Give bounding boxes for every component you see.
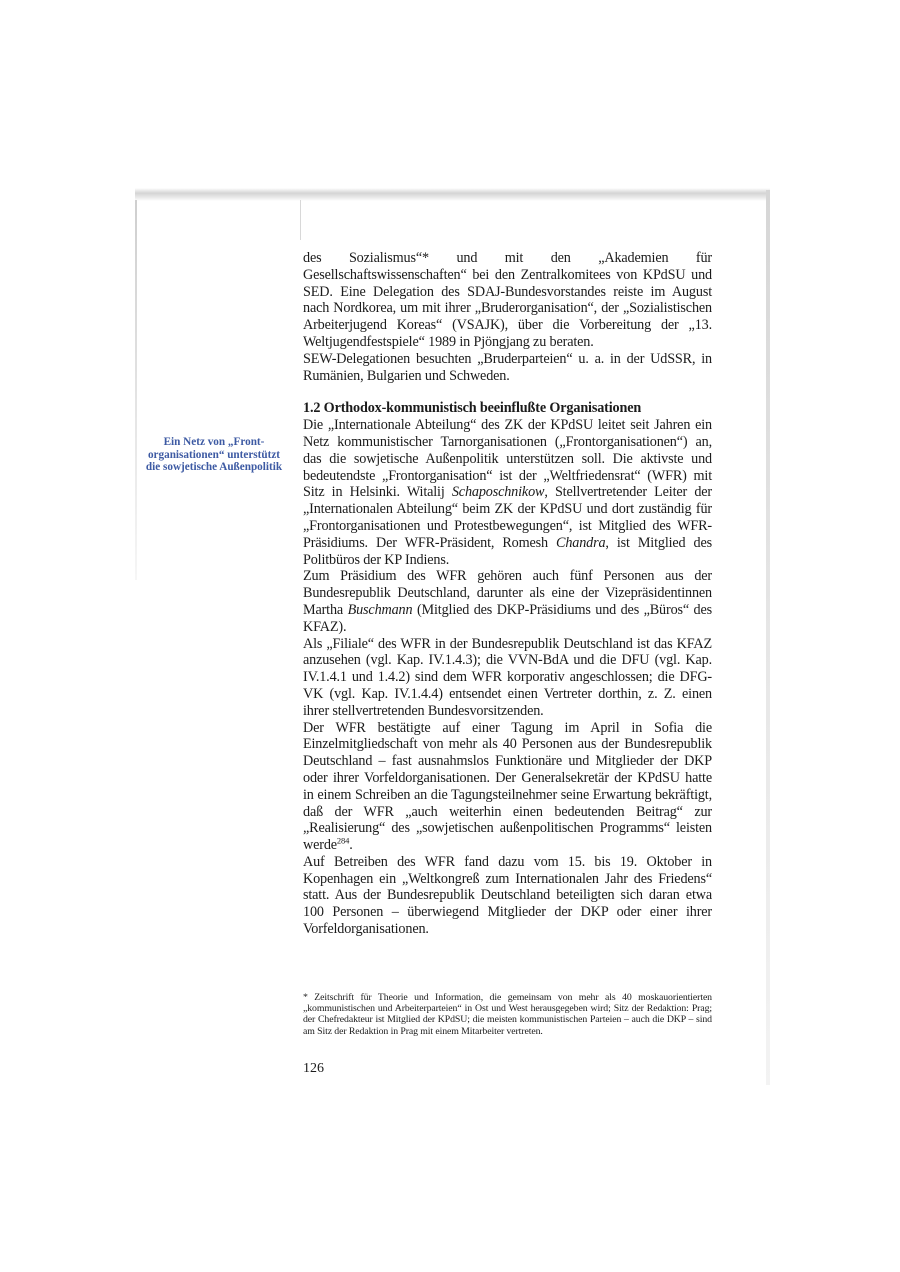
section-heading: 1.2 Orthodox-kommunistisch beeinflußte Organisationen <box>303 400 642 417</box>
scan-shadow-right <box>766 190 770 1085</box>
footnote-reference: 284 <box>336 835 350 846</box>
paragraph-text: . <box>349 837 353 854</box>
main-text-column <box>303 250 712 938</box>
paragraph-text: (Mitglied des DKP-Präsidiums und des „Büros“ des KFAZ). <box>303 601 713 635</box>
paragraph-text: Die „Internationale Abteilung“ des ZK der KPdSU leitet seit Jahren ein Netz kommunistischer Tarnorganisationen („Frontorganisationen“) an, das die sowjetische Außenpolitik unterstützen soll. Die aktivste und bedeutendste „Frontorganisation“ ist der „Weltfriedensrat“ (WFR) mit Sitz in Helsinki. Witalij <box>303 417 712 501</box>
paragraph-sofia-tagung <box>303 720 712 854</box>
scan-shadow-left <box>135 200 137 580</box>
scan-shadow-top <box>135 188 770 201</box>
paragraph-text: , Stellvertretender Leiter der „Internationalen Abteilung“ beim ZK der KPdSU und dort zuständig für „Frontorganisationen und Protestbewegungen“, ist Mitglied des WFR-Präsidiums. Der WFR-Präsident, Romesh <box>303 484 712 551</box>
page-number: 126 <box>303 1061 324 1076</box>
person-name: Schaposchnikow <box>451 484 545 501</box>
person-name: Buschmann <box>347 601 413 618</box>
paragraph-text: Der WFR bestätigte auf einer Tagung im April in Sofia die Einzelmitgliedschaft von mehr als 40 Personen aus der Bundesrepublik Deutschland – fast ausnahmslos Funktionäre und Mitglieder der DKP oder ihrer Vorfeldorganisationen. Der Generalsekretär der KPdSU hatte in einem Schreiben an die Tagungsteilnehmer seine Erwartung bekräftigt, daß der WFR „auch weiterhin einen bedeutenden Beitrag“ zur „Realisierung“ des „sowjetischen außenpolitischen Programms“ leisten werde <box>303 719 712 854</box>
person-name: Chandra <box>556 534 606 551</box>
paragraph-internationale-abteilung <box>303 417 712 568</box>
paragraph-text: , ist Mitglied des Politbüros der KP Indiens. <box>303 534 712 568</box>
intro-paragraph: des Sozialismus“* und mit den „Akademien für Gesellschaftswissenschaften“ bei den Zentralkomitees von KPdSU und SED. Eine Delegation des SDAJ-Bundesvorstandes reiste im August nach Nordkorea, um mit ihrer „Bruderorganisation“, der „Sozialistischen Arbeiterjugend Koreas“ (VSAJK), über die Vorbereitung der „13. Weltjugendfestspiele“ 1989 in Pjöngjang zu beraten. <box>303 250 712 350</box>
paragraph-text: Zum Präsidium des WFR gehören auch fünf Personen aus der Bundesrepublik Deutschland, darunter als eine der Vizepräsidentinnen Martha <box>303 568 712 618</box>
paragraph-filiale: Als „Filiale“ des WFR in der Bundesrepublik Deutschland ist das KFAZ anzusehen (vgl. Kap. IV.1.4.3); die VVN-BdA und die DFU (vgl. Kap. IV.1.4.1 und 1.4.2) sind dem WFR korporativ angeschlossen; die DFG-VK (vgl. Kap. IV.1.4.4) entsendet einen Vertreter dorthin, z. Z. einen ihrer stellvertretenden Bundesvorsitzenden. <box>303 635 712 719</box>
sew-paragraph: SEW-Delegationen besuchten „Bruderparteien“ u. a. in der UdSSR, in Rumänien, Bulgarien und Schweden. <box>303 350 712 384</box>
margin-note: Ein Netz von „Front-organisationen“ unterstützt die sowjetische Außenpolitik <box>145 436 283 474</box>
scan-gutter-line <box>300 200 301 240</box>
paragraph-praesidium <box>303 568 712 635</box>
footnote: * Zeitschrift für Theorie und Information, die gemeinsam von mehr als 40 moskauorientierten „kommunistischen und Arbeiterparteien“ in Ost und West herausgegeben wird; Sitz der Redaktion: Prag; der Chefredakteur ist Mitglied der KPdSU; die meisten kommunistischen Parteien – auch die DKP – sind am Sitz der Redaktion in Prag mit einem Mitarbeiter vertreten. <box>303 992 712 1037</box>
paragraph-weltkongress: Auf Betreiben des WFR fand dazu vom 15. bis 19. Oktober in Kopenhagen ein „Weltkongreß zum Internationalen Jahr des Friedens“ statt. Aus der Bundesrepublik Deutschland beteiligten sich daran etwa 100 Personen – überwiegend Mitglieder der DKP oder einer ihrer Vorfeldorganisationen. <box>303 853 712 938</box>
